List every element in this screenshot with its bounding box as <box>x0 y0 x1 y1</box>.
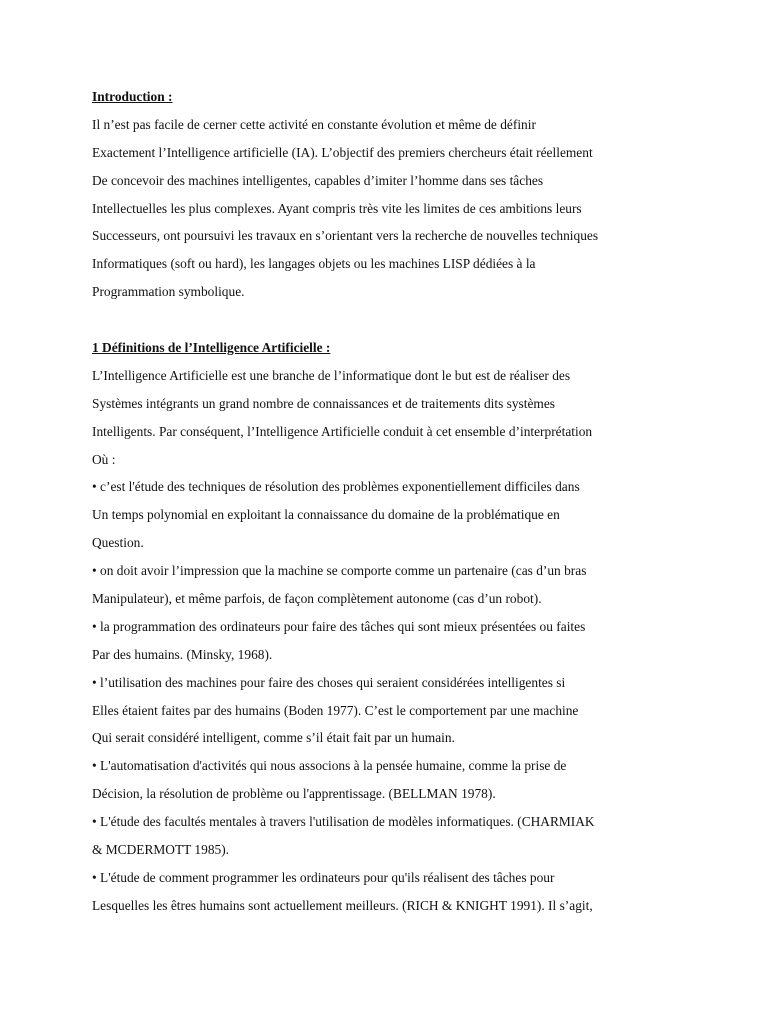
intro-line: Il n’est pas facile de cerner cette activité en constante évolution et même de définir <box>92 116 536 132</box>
definitions-line: Un temps polynomial en exploitant la connaissance du domaine de la problématique en <box>92 507 560 523</box>
bullet-line: • L'automatisation d'activités qui nous associons à la pensée humaine, comme la prise de <box>92 758 567 774</box>
definitions-line: Systèmes intégrants un grand nombre de connaissances et de traitements dits systèmes <box>92 395 555 411</box>
definitions-line: Par des humains. (Minsky, 1968). <box>92 646 273 662</box>
bullet-line: • la programmation des ordinateurs pour faire des tâches qui sont mieux présentées ou faites <box>92 618 586 634</box>
intro-paragraph <box>92 111 692 306</box>
definitions-line: Question. <box>92 535 144 551</box>
intro-line: Intellectuelles les plus complexes. Ayant compris très vite les limites de ces ambitions leurs <box>92 200 582 216</box>
intro-line: Programmation symbolique. <box>92 284 245 300</box>
definitions-paragraph <box>92 362 692 920</box>
definitions-line: Manipulateur), et même parfois, de façon complètement autonome (cas d’un robot). <box>92 591 542 607</box>
document-body <box>92 83 692 920</box>
intro-heading: Introduction : <box>92 89 173 104</box>
bullet-line: • L'étude des facultés mentales à travers l'utilisation de modèles informatiques. (CHARMIAK <box>92 814 595 830</box>
intro-line: Exactement l’Intelligence artificielle (IA). L’objectif des premiers chercheurs était réellement <box>92 144 593 160</box>
definitions-line: L’Intelligence Artificielle est une branche de l’informatique dont le but est de réaliser des <box>92 367 571 383</box>
intro-line: De concevoir des machines intelligentes, capables d’imiter l’homme dans ses tâches <box>92 172 544 188</box>
intro-line: Successeurs, ont poursuivi les travaux en s’orientant vers la recherche de nouvelles techniques <box>92 228 599 244</box>
bullet-line: • L'étude de comment programmer les ordinateurs pour qu'ils réalisent des tâches pour <box>92 869 555 885</box>
bullet-line: • l’utilisation des machines pour faire des choses qui seraient considérées intelligentes si <box>92 674 566 690</box>
definitions-line: Lesquelles les êtres humains sont actuellement meilleurs. (RICH & KNIGHT 1991). Il s’agit, <box>92 897 593 913</box>
definitions-line: Décision, la résolution de problème ou l'apprentissage. (BELLMAN 1978). <box>92 786 496 802</box>
definitions-line: Où : <box>92 451 116 467</box>
definitions-line: Elles étaient faites par des humains (Boden 1977). C’est le comportement par une machine <box>92 702 579 718</box>
intro-line: Informatiques (soft ou hard), les langages objets ou les machines LISP dédiées à la <box>92 256 536 272</box>
definitions-line: & MCDERMOTT 1985). <box>92 842 230 858</box>
definitions-line: Qui serait considéré intelligent, comme s’il était fait par un humain. <box>92 730 455 746</box>
bullet-line: • on doit avoir l’impression que la machine se comporte comme un partenaire (cas d’un bras <box>92 563 587 579</box>
definitions-line: Intelligents. Par conséquent, l’Intelligence Artificielle conduit à cet ensemble d’interprétation <box>92 423 593 439</box>
paragraph-spacer <box>92 306 692 334</box>
bullet-line: • c’est l'étude des techniques de résolution des problèmes exponentiellement difficiles dans <box>92 479 580 495</box>
definitions-heading: 1 Définitions de l’Intelligence Artificielle : <box>92 340 331 356</box>
